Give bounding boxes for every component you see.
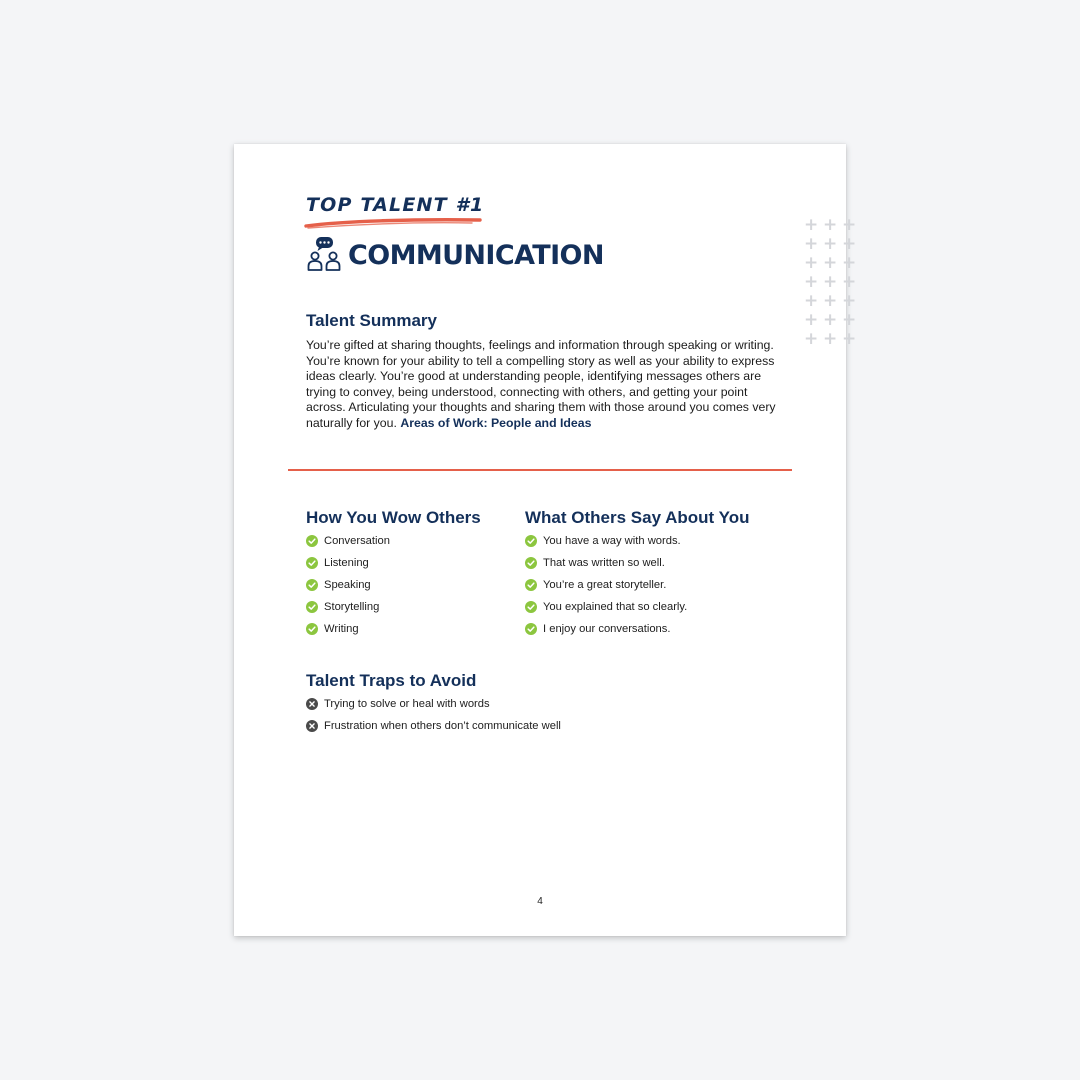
list-item — [306, 618, 390, 640]
svg-text:+: + — [823, 215, 838, 235]
list-item-label: Storytelling — [324, 601, 380, 613]
list-item-label: That was written so well. — [543, 557, 665, 569]
list-item-label: You’re a great storyteller. — [543, 579, 667, 591]
svg-text:+: + — [823, 329, 838, 349]
svg-text:+: + — [842, 253, 857, 273]
areas-of-work: Areas of Work: People and Ideas — [400, 415, 592, 430]
talent-summary-heading: Talent Summary — [306, 311, 438, 330]
svg-text:+: + — [842, 215, 857, 235]
list-item-label: Conversation — [324, 535, 390, 547]
svg-text:+: + — [842, 329, 857, 349]
svg-text:+: + — [823, 291, 838, 311]
list-item — [525, 530, 687, 552]
svg-text:+: + — [823, 310, 838, 330]
others-say-heading: What Others Say About You — [525, 508, 750, 527]
check-circle-icon — [525, 601, 537, 613]
plus-pattern-decoration — [804, 215, 857, 349]
x-circle-icon — [306, 698, 318, 710]
list-item-label: Trying to solve or heal with words — [324, 698, 490, 710]
list-item — [525, 618, 687, 640]
check-circle-icon — [306, 579, 318, 591]
list-item-label: Listening — [324, 557, 369, 569]
wow-list — [306, 530, 390, 640]
check-circle-icon — [306, 557, 318, 569]
svg-text:+: + — [823, 272, 838, 292]
list-item-label: Frustration when others don’t communicate well — [324, 720, 561, 732]
talent-summary-text: You’re gifted at sharing thoughts, feelings and information through speaking or writing. You’re known for your ability to tell a compelling story as well as your ability to express ideas clearly. You’re good at understanding people, identifying messages others are trying to convey, being understood, connecting with others, and getting your point across. Articulating your thoughts and sharing them with those around you comes very naturally for you. — [306, 338, 776, 430]
others-say-list — [525, 530, 687, 640]
svg-text:+: + — [804, 215, 819, 235]
check-circle-icon — [306, 535, 318, 547]
svg-text:+: + — [804, 272, 819, 292]
list-item-label: You explained that so clearly. — [543, 601, 688, 613]
list-item — [306, 715, 561, 737]
talent-summary-body — [306, 338, 776, 432]
traps-list — [306, 693, 561, 737]
list-item — [306, 596, 390, 618]
svg-text:+: + — [804, 291, 819, 311]
list-item-label: I enjoy our conversations. — [543, 623, 671, 635]
svg-text:+: + — [842, 272, 857, 292]
check-circle-icon — [525, 579, 537, 591]
check-circle-icon — [525, 535, 537, 547]
check-circle-icon — [306, 601, 318, 613]
list-item — [525, 552, 687, 574]
wow-heading: How You Wow Others — [306, 508, 481, 527]
list-item — [306, 693, 561, 715]
list-item — [306, 552, 390, 574]
list-item — [306, 574, 390, 596]
svg-text:+: + — [823, 253, 838, 273]
traps-heading: Talent Traps to Avoid — [306, 671, 477, 690]
list-item-label: You have a way with words. — [543, 535, 681, 547]
list-item — [525, 596, 687, 618]
check-circle-icon — [525, 557, 537, 569]
document-page — [234, 144, 857, 936]
svg-text:+: + — [823, 234, 838, 254]
list-item — [306, 530, 390, 552]
page-number: 4 — [537, 896, 543, 907]
list-item — [525, 574, 687, 596]
svg-text:+: + — [842, 234, 857, 254]
svg-text:+: + — [842, 291, 857, 311]
check-circle-icon — [306, 623, 318, 635]
svg-text:+: + — [804, 310, 819, 330]
check-circle-icon — [525, 623, 537, 635]
talent-title: COMMUNICATION — [348, 240, 604, 271]
list-item-label: Writing — [324, 623, 359, 635]
kicker-brush-underline — [304, 216, 484, 230]
svg-text:+: + — [804, 234, 819, 254]
list-item-label: Speaking — [324, 579, 371, 591]
x-circle-icon — [306, 720, 318, 732]
people-speech-bubble-icon — [306, 236, 342, 272]
section-divider — [288, 469, 792, 471]
talent-kicker: TOP TALENT #1 — [306, 194, 485, 216]
svg-text:+: + — [804, 253, 819, 273]
svg-text:+: + — [842, 310, 857, 330]
svg-text:+: + — [804, 329, 819, 349]
